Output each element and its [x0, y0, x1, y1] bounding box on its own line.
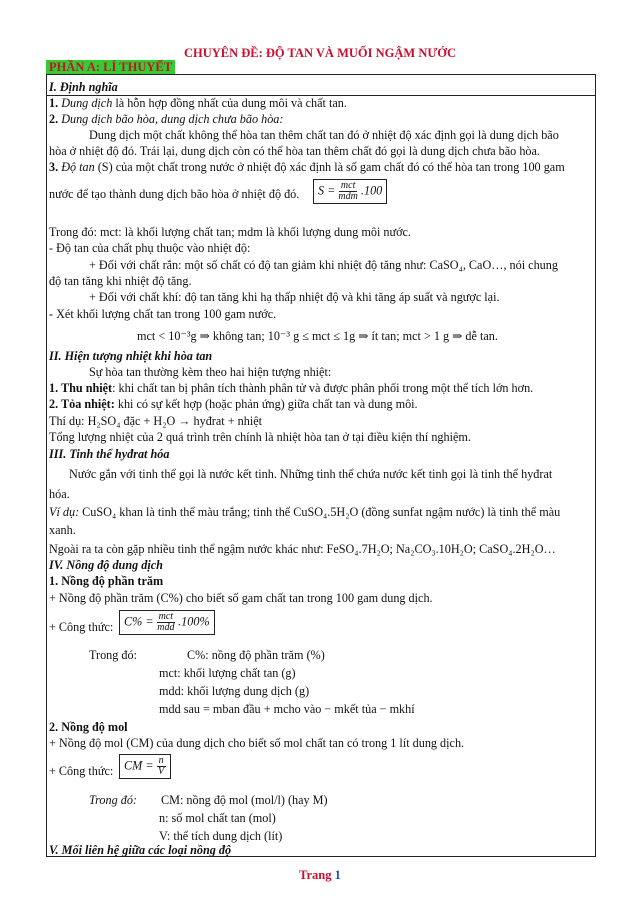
hydrate-example: Ví dụ: CuSO₄ khan là tinh thể màu trắng; tinh thể CuSO₄.5H₂O (đồng sunfat ngậm nước) là tinh thể màu — [49, 505, 561, 519]
section-heading-relation: V. Mối liên hệ giữa các loại nồng độ — [49, 843, 232, 857]
section-heading-definition: I. Định nghĩa — [49, 80, 118, 94]
subheading-percent: 1. Nồng độ phần trăm — [49, 574, 164, 588]
heat-release: 2. Tỏa nhiệt: khi có sự kết hợp (hoặc phản ứng) giữa chất tan và dung môi. — [49, 397, 418, 411]
text-line: Dung dịch một chất không thể hòa tan thêm chất tan đó ở nhiệt độ xác định gọi là dung dịch bão — [89, 128, 559, 142]
text-line: độ tan tăng khi nhiệt độ tăng. — [49, 274, 192, 288]
section-heading-hydrate: III. Tinh thể hyđrat hóa — [49, 447, 170, 461]
text-line: + Nồng độ phần trăm (C%) cho biết số gam chất tan trong 100 gam dung dịch. — [49, 591, 433, 605]
heat-absorb: 1. Thu nhiệt: khi chất tan bị phân tích thành phân tử và được phân phối trong một thể tích lớn hơn. — [49, 381, 534, 395]
subheading-molar: 2. Nồng độ mol — [49, 720, 128, 734]
solubility-conditions: mct < 10⁻³g ⇒ không tan; 10⁻³ g ≤ mct ≤ 1g ⇒ ít tan; mct > 1 g ⇒ dễ tan. — [137, 329, 498, 343]
part-label: PHẦN A: LÍ THUYẾT — [46, 60, 175, 74]
text-line: Thí dụ: H₂SO₄ đặc + H₂O → hyđrat + nhiệt — [49, 414, 263, 428]
text-line: - Độ tan của chất phụ thuộc vào nhiệt độ: — [49, 241, 251, 255]
text-line: V: thể tích dung dịch (lít) — [159, 829, 283, 843]
section-heading-heat: II. Hiện tượng nhiệt khi hòa tan — [49, 349, 213, 363]
text-line: nước để tạo thành dung dịch bão hòa ở nhiệt độ đó. — [49, 187, 300, 201]
text-line: hóa. — [49, 487, 70, 501]
definition-saturated: 2. Dung dịch bão hòa, dung dịch chưa bão hòa: — [49, 112, 284, 126]
text-line: + Công thức: — [49, 620, 114, 634]
text-line: Tổng lượng nhiệt của 2 quá trình trên chính là nhiệt hòa tan ở tại điều kiện thí nghiệm. — [49, 430, 471, 444]
solubility-formula: S = $\frac{\text{mct}}{\text{mdm}}$ .100 — [313, 179, 387, 204]
definition-solubility: 3. Độ tan (S) của một chất trong nước ở nhiệt độ xác định là số gam chất đó có thể hòa tan trong 100 gam — [49, 160, 565, 174]
text-line: CM: nồng độ mol (mol/l) (hay M) — [161, 793, 328, 807]
molar-formula: CM = $\frac{n}{V}$ — [119, 754, 171, 779]
text-line: Trong đó: — [89, 648, 137, 662]
text-line: Sự hòa tan thường kèm theo hai hiện tượng nhiệt: — [89, 365, 332, 379]
text-line: Trong đó: — [89, 793, 137, 807]
text-line: n: số mol chất tan (mol) — [159, 811, 276, 825]
section-heading-concentration: IV. Nồng độ dung dịch — [49, 558, 163, 572]
text-line: mdd sau = mban đầu + mcho vào − mkết tủa − mkhí — [159, 702, 415, 716]
definition-solution: 1. Dung dịch là hỗn hợp đồng nhất của dung môi và chất tan. — [49, 96, 347, 110]
text-line: + Nồng độ mol (CM) của dung dịch cho biết số mol chất tan có trong 1 lít dung dịch. — [49, 736, 465, 750]
text-line: + Đối với chất khí: độ tan tăng khi hạ thấp nhiệt độ và khi tăng áp suất và ngược lại. — [89, 290, 500, 304]
text-line: Ngoài ra ta còn gặp nhiều tinh thể ngậm nước khác như: FeSO₄.7H₂O; Na₂CO₃.10H₂O; CaSO₄.2H₂O… — [49, 542, 556, 556]
text-line: Trong đó: mct: là khối lượng chất tan; mdm là khối lượng dung môi nước. — [49, 225, 411, 239]
text-line: hòa ở nhiệt độ đó. Trái lại, dung dịch còn có thể hòa tan thêm chất đó gọi là dung dịch chưa bão hòa. — [49, 144, 540, 158]
text-line: mdd: khối lượng dung dịch (g) — [159, 684, 310, 698]
text-line: xanh. — [49, 523, 76, 537]
text-line: - Xét khối lượng chất tan trong 100 gam nước. — [49, 307, 277, 321]
text-line: + Đối với chất rắn: một số chất có độ tan giảm khi nhiệt độ tăng như: CaSO₄, CaO…, nói chung — [89, 258, 558, 272]
text-line: + Công thức: — [49, 764, 114, 778]
document-title: CHUYÊN ĐỀ: ĐỘ TAN VÀ MUỐI NGẬM NƯỚC — [183, 46, 457, 60]
content-frame — [46, 74, 596, 857]
text-line: mct: khối lượng chất tan (g) — [159, 666, 296, 680]
text-line: C%: nồng độ phần trăm (%) — [187, 648, 325, 662]
text-line: Nước gắn với tinh thể gọi là nước kết tinh. Những tinh thể chứa nước kết tinh gọi là tinh thể hyđrat — [69, 467, 553, 481]
page-footer: Trang 1 — [299, 868, 341, 882]
percent-formula: C% = $\frac{\text{mct}}{\text{mdd}}$ .100% — [119, 610, 215, 635]
